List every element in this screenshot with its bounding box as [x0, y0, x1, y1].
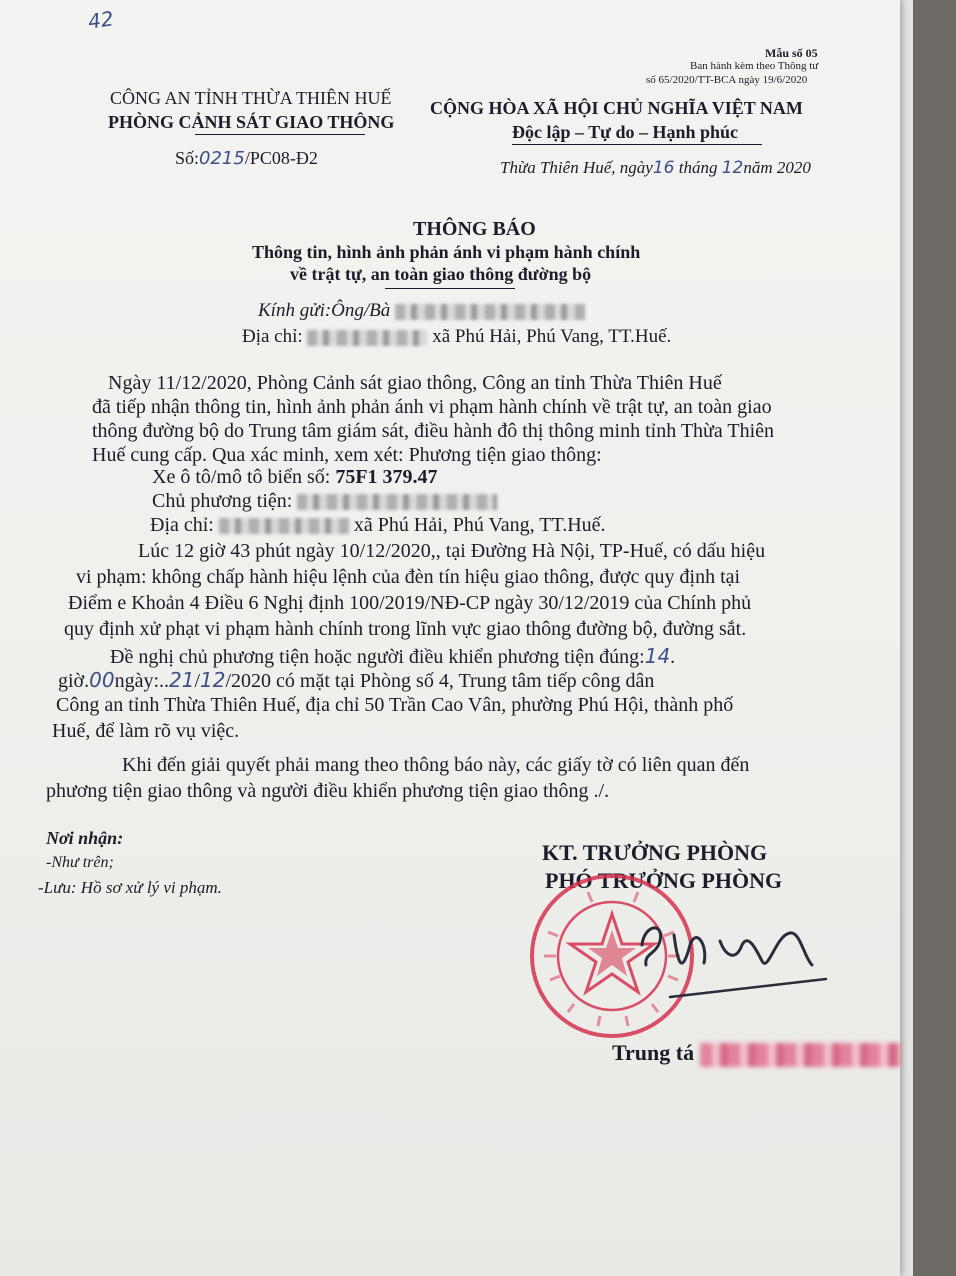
owner-label: Chủ phương tiện:: [152, 490, 293, 512]
owner-line: [152, 490, 497, 513]
recipient-line: [258, 300, 585, 322]
body-p1-l4: Huế cung cấp. Qua xác minh, xem xét: Phương tiện giao thông:: [92, 444, 602, 466]
redacted-owner-address: [219, 518, 349, 534]
redacted-signer-name: [700, 1043, 900, 1067]
nation-line1: CỘNG HÒA XÃ HỘI CHỦ NGHĨA VIỆT NAM: [430, 98, 803, 118]
nation-line2: Độc lập – Tự do – Hạnh phúc: [512, 122, 739, 142]
doc-number-prefix: Số:: [175, 148, 200, 168]
vehicle-line: [152, 466, 438, 489]
corner-note: 42: [86, 6, 115, 34]
nation-underline: [512, 144, 762, 145]
date-month-word: tháng: [678, 158, 718, 177]
form-circular: số 65/2020/TT-BCA ngày 19/6/2020: [646, 74, 808, 86]
notice-subtitle-2: về trật tự, an toàn giao thông đường bộ: [290, 264, 592, 284]
appointment-month-hand: 12: [200, 668, 226, 692]
appointment-minute-hand: 00: [89, 668, 115, 692]
body-p3-l2: [58, 668, 654, 693]
form-number: Mẫu số 05: [765, 46, 818, 60]
date-month-hand: 12: [721, 158, 744, 178]
doc-number: [175, 148, 318, 169]
recipient-label: Kính gửi:Ông/Bà: [258, 300, 391, 321]
body-p3-l1-dot: .: [670, 646, 676, 668]
issuer-line2: PHÒNG CẢNH SÁT GIAO THÔNG: [108, 112, 395, 132]
recipients-item-2: -Lưu: Hồ sơ xử lý vi phạm.: [38, 878, 222, 897]
signature-title-2: PHÓ TRƯỞNG PHÒNG: [545, 868, 783, 893]
date-line: [500, 158, 811, 178]
body-p4-l2: phương tiện giao thông và người điều khiển phương tiện giao thông ./.: [46, 780, 610, 802]
date-place: Thừa Thiên Huế, ngày: [500, 158, 653, 177]
redacted-recipient-name: [395, 304, 585, 320]
body-p2-l1: Lúc 12 giờ 43 phút ngày 10/12/2020,, tại Đường Hà Nội, TP-Huế, có dấu hiệu: [138, 540, 766, 562]
owner-address-label: Địa chỉ:: [150, 514, 214, 536]
recipient-address-text: xã Phú Hải, Phú Vang, TT.Huế.: [432, 326, 672, 347]
signer-line: [612, 1040, 900, 1067]
date-day-hand: 16: [652, 158, 675, 178]
recipient-address: [242, 326, 671, 348]
notice-title: THÔNG BÁO: [413, 218, 536, 240]
body-p3-l2-d: /2020 có mặt tại Phòng số 4, Trung tâm tiếp công dân: [225, 670, 655, 692]
issuer-line1: CÔNG AN TỈNH THỪA THIÊN HUẾ: [110, 88, 392, 108]
body-p3-l3: Công an tỉnh Thừa Thiên Huế, địa chỉ 50 Trần Cao Vân, phường Phú Hội, thành phố: [56, 694, 734, 716]
handwritten-signature: [630, 905, 830, 1015]
signer-rank: Trung tá: [612, 1040, 695, 1065]
body-p2-l2: vi phạm: không chấp hành hiệu lệnh của đèn tín hiệu giao thông, được quy định tại: [76, 566, 741, 588]
owner-address-text: xã Phú Hải, Phú Vang, TT.Huế.: [353, 514, 606, 536]
body-p3-l4: Huế, để làm rõ vụ việc.: [52, 720, 240, 742]
signature-title-1: KT. TRƯỞNG PHÒNG: [542, 840, 768, 865]
issuer-underline: [195, 134, 365, 135]
form-issued-with: Ban hành kèm theo Thông tư: [690, 60, 819, 72]
doc-number-hand: 0215: [199, 148, 245, 169]
body-p1-l1: Ngày 11/12/2020, Phòng Cảnh sát giao thông, Công an tỉnh Thừa Thiên Huế: [108, 372, 722, 394]
body-p3-l1-text: Đề nghị chủ phương tiện hoặc người điều khiển phương tiện đúng:: [110, 646, 645, 668]
appointment-day-hand: 21: [169, 668, 195, 692]
license-plate: 75F1 379.47: [335, 466, 438, 488]
body-p3-l2-c: /: [194, 670, 201, 692]
body-p3-l2-a: giờ.: [58, 670, 90, 692]
recipients-title: Nơi nhận:: [46, 828, 124, 848]
redacted-recipient-address: [307, 330, 427, 346]
owner-address-line: [150, 514, 606, 537]
body-p1-l3: thông đường bộ do Trung tâm giám sát, điều hành đô thị thông minh tỉnh Thừa Thiên: [92, 420, 775, 442]
body-p1-l2: đã tiếp nhận thông tin, hình ảnh phản ánh vi phạm hành chính về trật tự, an toàn giao: [92, 396, 772, 418]
title-underline: [385, 288, 515, 289]
vehicle-label: Xe ô tô/mô tô biển số:: [152, 466, 331, 488]
date-year-word: năm 2020: [743, 158, 811, 177]
notice-subtitle-1: Thông tin, hình ảnh phản ánh vi phạm hành chính: [252, 242, 641, 262]
body-p4-l1: Khi đến giải quyết phải mang theo thông báo này, các giấy tờ có liên quan đến: [122, 754, 750, 776]
redacted-owner-name: [297, 494, 497, 510]
recipients-item-1: -Như trên;: [46, 854, 114, 871]
body-p3-l1: [110, 644, 675, 669]
body-p3-l2-b: ngày:..: [114, 670, 170, 692]
appointment-hour-hand: 14: [644, 644, 671, 668]
recipient-address-label: Địa chỉ:: [242, 326, 303, 347]
body-p2-l4: quy định xử phạt vi phạm hành chính trong lĩnh vực giao thông đường bộ, đường sắt.: [64, 618, 747, 640]
doc-number-suffix: /PC08-Đ2: [244, 148, 318, 168]
body-p2-l3: Điểm e Khoản 4 Điều 6 Nghị định 100/2019/NĐ-CP ngày 30/12/2019 của Chính phủ: [68, 592, 752, 614]
